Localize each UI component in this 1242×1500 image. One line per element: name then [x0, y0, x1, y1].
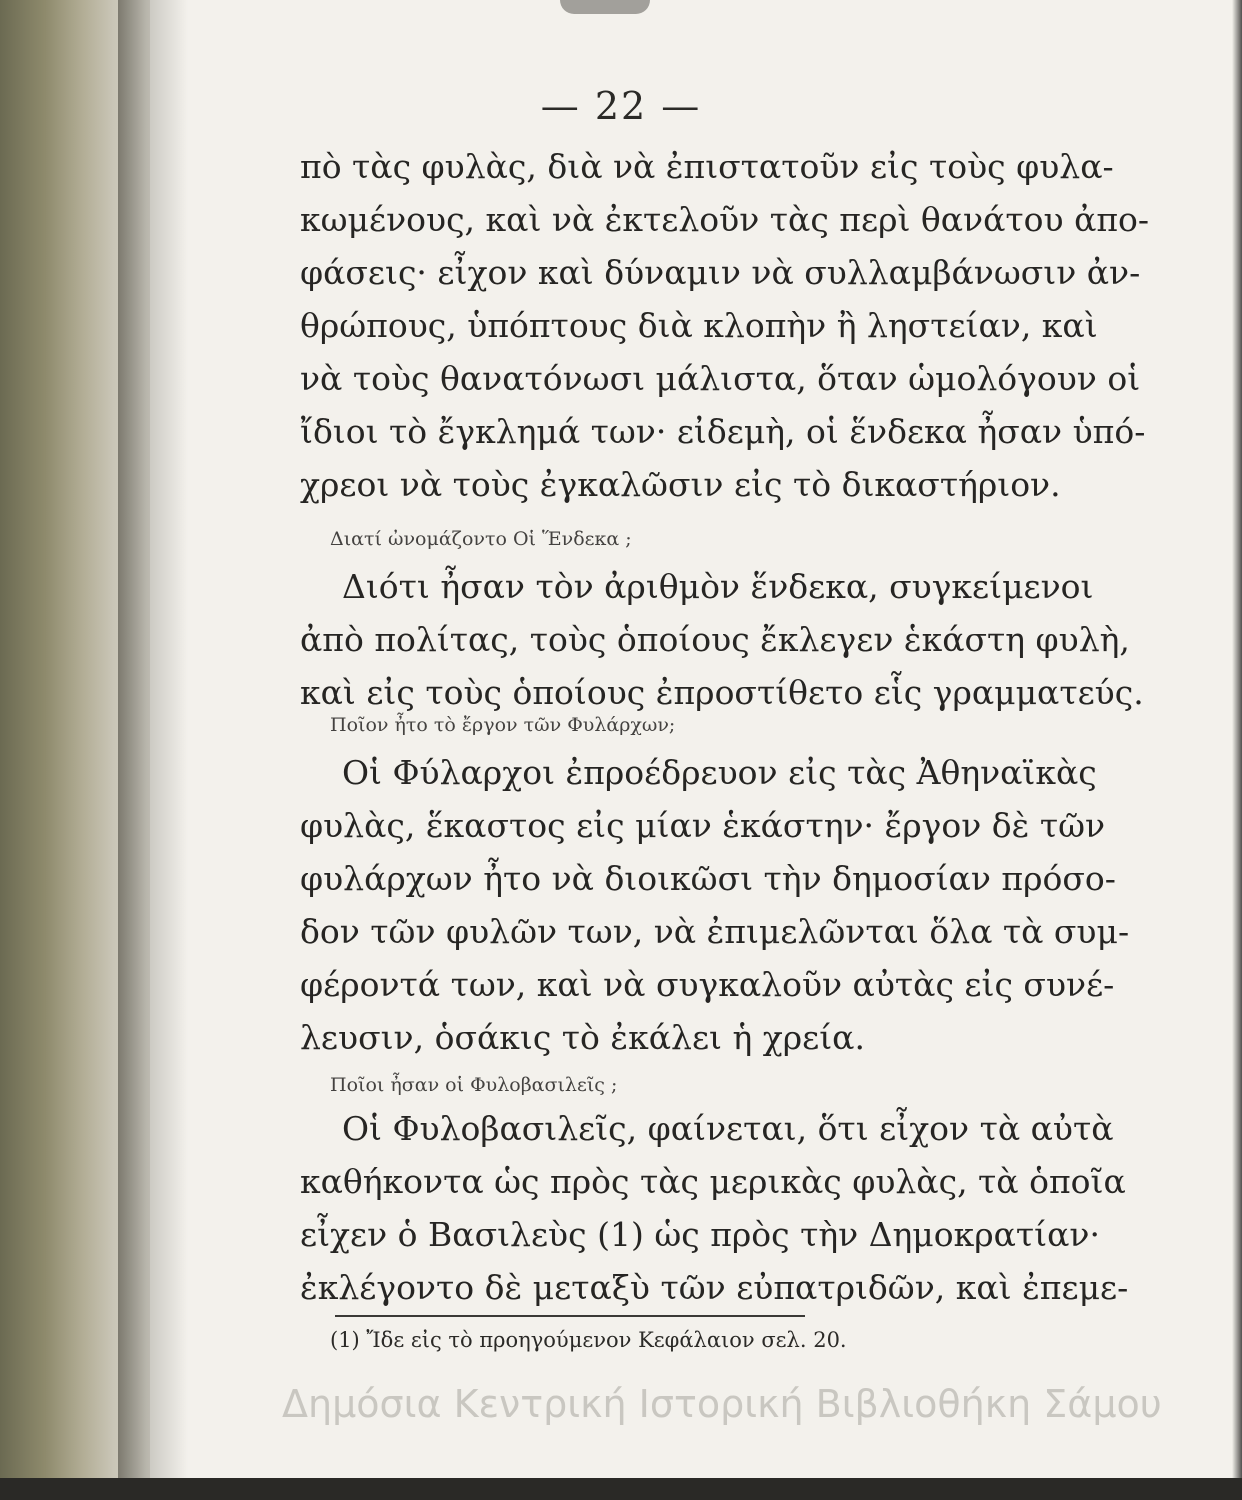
footnote-divider — [335, 1315, 805, 1317]
text-line: νὰ τοὺς θανατόνωσι μάλιστα, ὅταν ὡμολόγουν οἱ — [300, 359, 1141, 398]
footnote: (1) Ἴδε εἰς τὸ προηγούμενον Κεφάλαιον σελ. 20. — [330, 1328, 847, 1352]
question-text: Διατί ὠνομάζοντο Οἱ Ἕνδεκα ; — [330, 528, 632, 550]
text-line: ἀπὸ πολίτας, τοὺς ὁποίους ἔκλεγεν ἑκάστη φυλὴ, — [300, 620, 1130, 659]
binding-mark — [560, 0, 650, 14]
text-line: πὸ τὰς φυλὰς, διὰ νὰ ἐπιστατοῦν εἰς τοὺς φυλα- — [300, 147, 1114, 186]
text-line: θρώπους, ὑπόπτους διὰ κλοπὴν ἢ ληστείαν, καὶ — [300, 306, 1098, 345]
text-line: Οἱ Φυλοβασιλεῖς, φαίνεται, ὅτι εἶχον τὰ αὐτὰ — [342, 1109, 1114, 1148]
paragraph-continuation — [300, 140, 1160, 511]
text-line: κωμένους, καὶ νὰ ἐκτελοῦν τὰς περὶ θανάτου ἀπο- — [300, 200, 1150, 239]
text-line: φάσεις· εἶχον καὶ δύναμιν νὰ συλλαμβάνωσιν ἀν- — [300, 253, 1141, 292]
question-heading — [300, 518, 1160, 558]
text-line: Διότι ἦσαν τὸν ἀριθμὸν ἕνδεκα, συγκείμενοι — [342, 567, 1094, 606]
text-line: δον τῶν φυλῶν των, νὰ ἐπιμελῶνται ὅλα τὰ συμ- — [300, 912, 1130, 951]
text-line: καθήκοντα ὡς πρὸς τὰς μερικὰς φυλὰς, τὰ ὁποῖα — [300, 1162, 1126, 1201]
text-line: χρεοι νὰ τοὺς ἐγκαλῶσιν εἰς τὸ δικαστήριον. — [300, 465, 1061, 504]
question-text: Ποῖοι ἦσαν οἱ Φυλοβασιλεῖς ; — [330, 1074, 618, 1096]
answer-paragraph — [300, 560, 1160, 719]
question-text: Ποῖον ἦτο τὸ ἔργον τῶν Φυλάρχων; — [330, 714, 676, 736]
text-line: φυλὰς, ἕκαστος εἰς μίαν ἑκάστην· ἔργον δὲ τῶν — [300, 806, 1106, 845]
question-heading — [300, 704, 1160, 744]
text-line: Οἱ Φύλαρχοι ἐπροέδρευον εἰς τὰς Ἀθηναϊκὰς — [342, 753, 1097, 792]
text-line: ἐκλέγοντο δὲ μεταξὺ τῶν εὐπατριδῶν, καὶ ἐπεμε- — [300, 1268, 1129, 1307]
library-watermark: Δημόσια Κεντρική Ιστορική Βιβλιοθήκη Σάμου — [282, 1382, 1162, 1426]
question-heading — [300, 1064, 1160, 1104]
text-line: εἶχεν ὁ Βασιλεὺς (1) ὡς πρὸς τὴν Δημοκρατίαν· — [300, 1215, 1100, 1254]
page-number: — 22 — — [540, 84, 702, 128]
page-bottom-edge — [0, 1478, 1242, 1500]
text-line: λευσιν, ὁσάκις τὸ ἐκάλει ἡ χρεία. — [300, 1018, 865, 1057]
answer-paragraph — [300, 1102, 1160, 1314]
page-right-edge — [1232, 0, 1242, 1500]
text-line: ἴδιοι τὸ ἔγκλημά των· εἰδεμὴ, οἱ ἕνδεκα ἦσαν ὑπό- — [300, 412, 1146, 451]
text-line: φέροντά των, καὶ νὰ συγκαλοῦν αὐτὰς εἰς συνέ- — [300, 965, 1115, 1004]
text-line: καὶ εἰς τοὺς ὁποίους ἐπροστίθετο εἷς γραμματεύς. — [300, 673, 1144, 712]
spine-shadow — [118, 0, 188, 1500]
answer-paragraph — [300, 746, 1160, 1064]
text-line: φυλάρχων ἦτο νὰ διοικῶσι τὴν δημοσίαν πρόσο- — [300, 859, 1116, 898]
